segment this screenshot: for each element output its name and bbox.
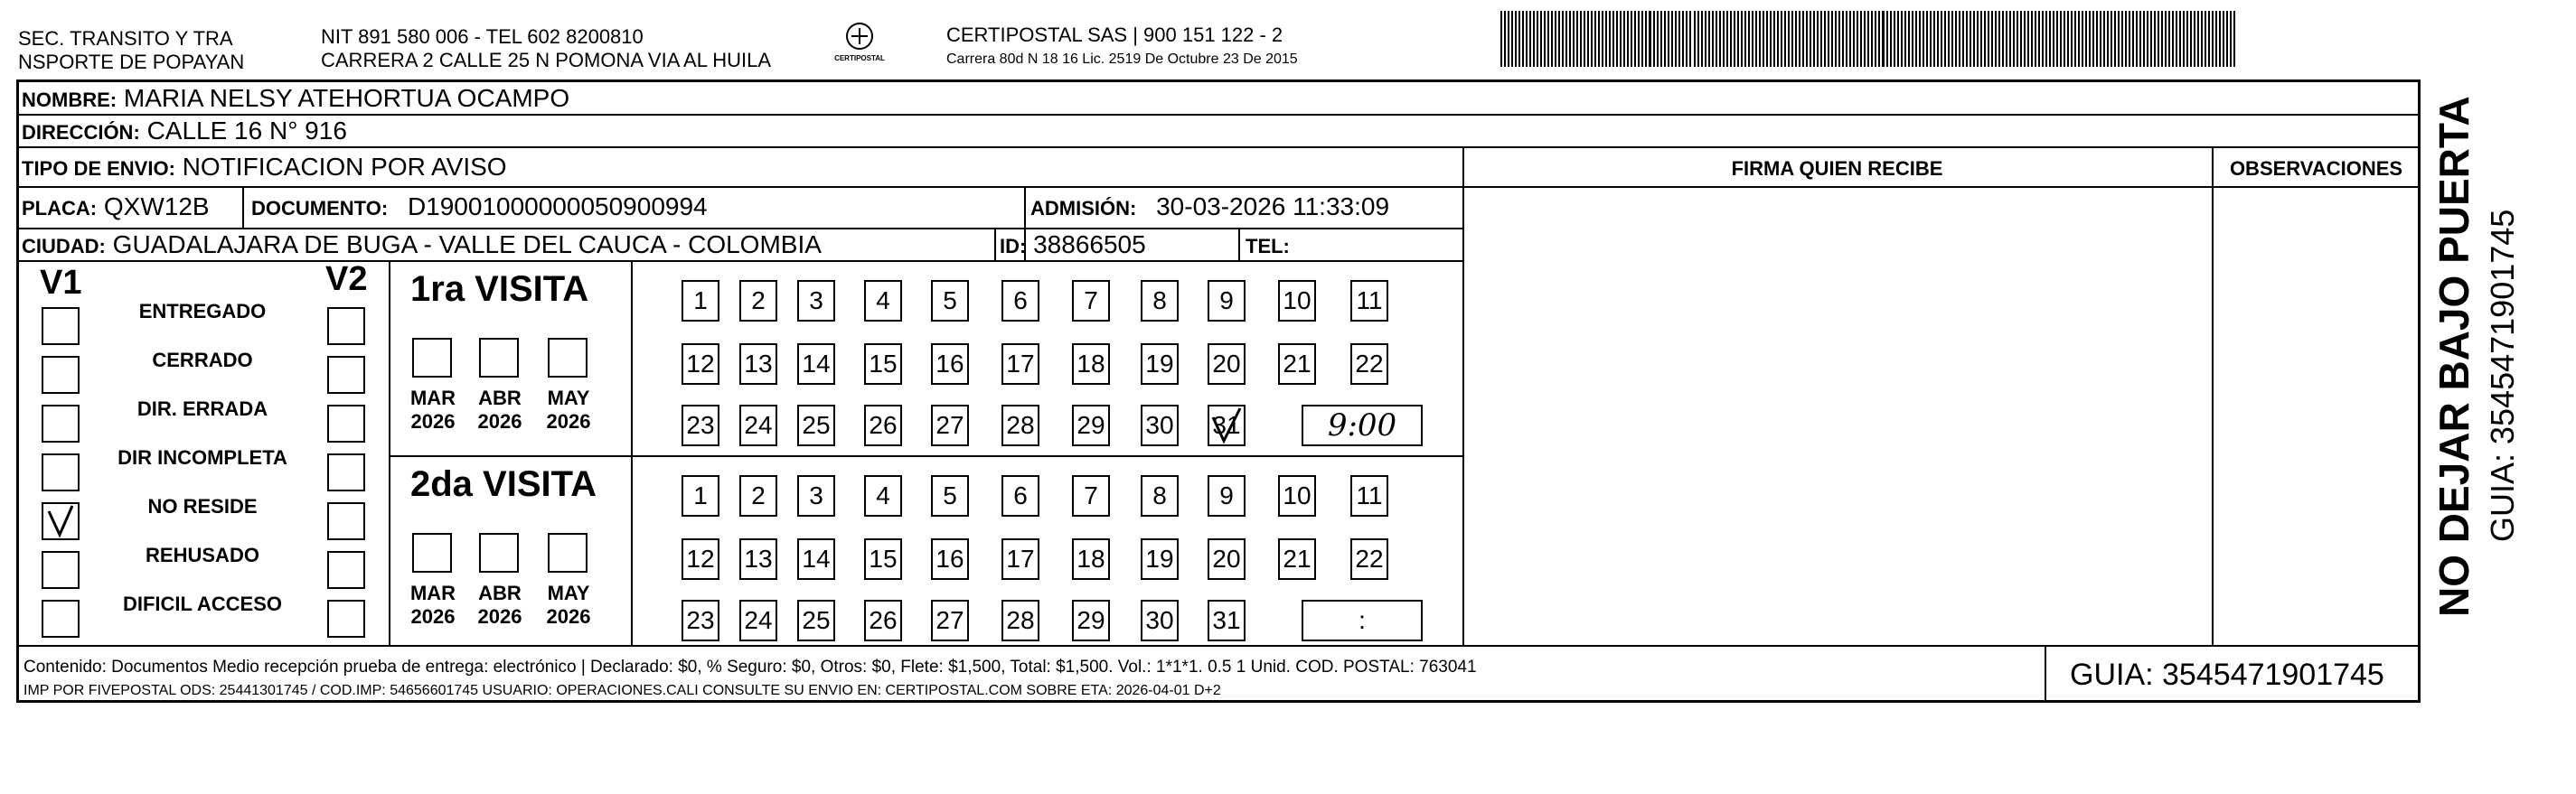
placa-label: PLACA: <box>22 197 98 220</box>
month-checkbox[interactable] <box>412 533 452 573</box>
day-box[interactable]: 22 <box>1350 538 1388 580</box>
placa-row <box>22 191 210 224</box>
v2-label: V2 <box>325 260 368 298</box>
day-box[interactable]: 21 <box>1278 343 1316 385</box>
v2-checkbox[interactable] <box>327 600 365 638</box>
v1-checkbox[interactable] <box>42 551 80 589</box>
barcode <box>1500 11 2242 67</box>
day-box[interactable]: 6 <box>1001 475 1039 517</box>
month-checkbox[interactable] <box>479 533 519 573</box>
check-mark-icon <box>42 502 80 540</box>
sender-details <box>321 25 771 72</box>
month-year <box>468 387 531 434</box>
day-box[interactable]: 23 <box>682 405 719 446</box>
ciudad-value: GUADALAJARA DE BUGA - VALLE DEL CAUCA - COLOMBIA <box>112 230 822 258</box>
direccion-label: DIRECCIÓN: <box>22 121 140 144</box>
visit-2-title: 2da VISITA <box>410 464 597 504</box>
visit-1-time[interactable] <box>1302 405 1423 446</box>
status-label: DIR INCOMPLETA <box>118 446 287 469</box>
day-box[interactable] <box>1208 405 1246 446</box>
visit-2-time[interactable] <box>1302 600 1423 641</box>
v2-checkbox[interactable] <box>327 307 365 345</box>
day-box[interactable]: 2 <box>739 280 777 322</box>
nombre-value: MARIA NELSY ATEHORTUA OCAMPO <box>123 84 570 112</box>
month-label: MAR <box>409 582 456 604</box>
v2-checkbox[interactable] <box>327 405 365 443</box>
day-box[interactable]: 9 <box>1208 475 1246 517</box>
v1-checkbox[interactable] <box>42 356 80 394</box>
day-box[interactable]: 5 <box>931 280 969 322</box>
day-box[interactable]: 7 <box>1072 280 1110 322</box>
day-box[interactable]: 16 <box>931 538 969 580</box>
nit-line: NIT 891 580 006 - TEL 602 8200810 <box>321 25 644 48</box>
month-label: ABR <box>478 387 522 409</box>
sender-line-1: SEC. TRANSITO Y TRA <box>18 27 233 50</box>
id-label: ID: <box>1000 235 1027 257</box>
day-box[interactable]: 18 <box>1072 343 1110 385</box>
month-checkbox[interactable] <box>412 338 452 378</box>
day-box[interactable]: 18 <box>1072 538 1110 580</box>
status-label: ENTREGADO <box>138 300 267 322</box>
year-label: 2026 <box>477 605 522 628</box>
day-box[interactable]: 20 <box>1208 343 1246 385</box>
day-box[interactable]: 14 <box>797 343 835 385</box>
month-checkbox[interactable] <box>548 338 588 378</box>
id-row <box>1000 229 1146 262</box>
day-box[interactable]: 12 <box>682 538 719 580</box>
company-line: CERTIPOSTAL SAS | 900 151 122 - 2 <box>946 23 1283 46</box>
month-checkbox[interactable] <box>479 338 519 378</box>
year-label: 2026 <box>410 410 456 433</box>
footer-line-1: Contenido: Documentos Medio recepción prueba de entrega: electrónico | Declarado: $0, % Seguro: $0, Otros: $0, Flete: $1,500, Total: $1,500. Vol.: 1*1*1. 0.5 1 Unid. COD. POSTAL: 763041 <box>24 658 1477 677</box>
time-value: 9:00 <box>1327 407 1397 444</box>
day-box[interactable]: 9 <box>1208 280 1246 322</box>
year-label: 2026 <box>546 410 591 433</box>
day-box[interactable]: 21 <box>1278 538 1316 580</box>
status-label: DIR. ERRADA <box>136 397 268 420</box>
day-box[interactable]: 8 <box>1141 475 1179 517</box>
firma-header: FIRMA QUIEN RECIBE <box>1731 157 1943 180</box>
v1-checkbox[interactable] <box>42 453 80 491</box>
v2-checkbox[interactable] <box>327 502 365 540</box>
status-label: DIFICIL ACCESO <box>122 593 282 615</box>
id-value: 38866505 <box>1033 230 1146 258</box>
day-box[interactable]: 16 <box>931 343 969 385</box>
day-box[interactable]: 2 <box>739 475 777 517</box>
address-line: CARRERA 2 CALLE 25 N POMONA VIA AL HUILA <box>321 49 772 71</box>
time-value: : <box>1359 606 1366 634</box>
check-mark-icon <box>1208 405 1246 446</box>
day-box[interactable]: 7 <box>1072 475 1110 517</box>
tipo-row <box>22 152 507 184</box>
day-box[interactable]: 22 <box>1350 343 1388 385</box>
day-box[interactable]: 28 <box>1001 600 1039 641</box>
v1-checkbox[interactable] <box>42 502 80 540</box>
v1-checkbox[interactable] <box>42 307 80 345</box>
day-box[interactable]: 4 <box>864 475 902 517</box>
month-label: MAY <box>547 387 590 409</box>
status-label: NO RESIDE <box>147 495 258 518</box>
day-box[interactable]: 12 <box>682 343 719 385</box>
nombre-label: NOMBRE: <box>22 89 118 111</box>
tipo-value: NOTIFICACION POR AVISO <box>182 153 507 181</box>
day-box[interactable]: 27 <box>931 600 969 641</box>
day-box[interactable]: 29 <box>1072 405 1110 446</box>
v1-checkbox[interactable] <box>42 600 80 638</box>
observaciones-header: OBSERVACIONES <box>2229 157 2403 180</box>
year-label: 2026 <box>477 410 522 433</box>
day-box[interactable]: 20 <box>1208 538 1246 580</box>
month-year <box>401 387 465 434</box>
ciudad-label: CIUDAD: <box>22 235 106 257</box>
company-info <box>946 23 1298 69</box>
day-box[interactable]: 31 <box>1208 600 1246 641</box>
documento-row <box>251 191 708 224</box>
placa-value: QXW12B <box>103 192 210 220</box>
day-box[interactable]: 13 <box>739 538 777 580</box>
day-box[interactable]: 4 <box>864 280 902 322</box>
month-year <box>401 582 465 629</box>
day-box[interactable]: 11 <box>1350 280 1388 322</box>
day-box[interactable]: 10 <box>1278 280 1316 322</box>
day-box[interactable]: 5 <box>931 475 969 517</box>
day-box[interactable]: 25 <box>797 405 835 446</box>
documento-value: D19001000000050900994 <box>407 192 708 220</box>
admision-label: ADMISIÓN: <box>1030 197 1137 220</box>
v2-checkbox[interactable] <box>327 356 365 394</box>
day-box[interactable]: 24 <box>739 405 777 446</box>
day-box[interactable]: 28 <box>1001 405 1039 446</box>
day-box[interactable]: 19 <box>1141 538 1179 580</box>
sender-line-2: NSPORTE DE POPAYAN <box>18 51 245 73</box>
tipo-label: TIPO DE ENVIO: <box>22 157 175 180</box>
side-warning: NO DEJAR BAJO PUERTA <box>2430 96 2477 617</box>
day-box[interactable]: 11 <box>1350 475 1388 517</box>
day-box[interactable]: 1 <box>682 475 719 517</box>
footer-guia: GUIA: 3545471901745 <box>2070 658 2384 692</box>
v1-checkbox[interactable] <box>42 405 80 443</box>
status-label: CERRADO <box>152 349 253 371</box>
visit-1-title: 1ra VISITA <box>410 269 589 309</box>
tel-label: TEL: <box>1246 235 1290 257</box>
v1-label: V1 <box>40 264 82 302</box>
direccion-row <box>22 116 347 148</box>
day-box[interactable]: 17 <box>1001 538 1039 580</box>
day-box[interactable]: 17 <box>1001 343 1039 385</box>
day-box[interactable]: 3 <box>797 475 835 517</box>
day-box[interactable]: 6 <box>1001 280 1039 322</box>
company-address: Carrera 80d N 18 16 Lic. 2519 De Octubre 23 De 2015 <box>946 51 1298 67</box>
sender-name <box>18 27 244 74</box>
nombre-row <box>22 83 569 116</box>
month-label: MAY <box>547 582 590 604</box>
admision-row <box>1030 191 1389 224</box>
day-label: 31 <box>1212 411 1241 439</box>
day-box[interactable]: 8 <box>1141 280 1179 322</box>
day-box[interactable]: 1 <box>682 280 719 322</box>
year-label: 2026 <box>546 605 591 628</box>
day-box[interactable]: 29 <box>1072 600 1110 641</box>
day-box[interactable]: 26 <box>864 405 902 446</box>
direccion-value: CALLE 16 N° 916 <box>146 117 347 145</box>
admision-value: 30-03-2026 11:33:09 <box>1156 192 1390 220</box>
month-year <box>468 582 531 629</box>
side-guia: GUIA: 3545471901745 <box>2484 209 2521 542</box>
day-box[interactable]: 30 <box>1141 600 1179 641</box>
month-year <box>537 582 600 629</box>
documento-label: DOCUMENTO: <box>251 197 389 220</box>
day-box[interactable]: 10 <box>1278 475 1316 517</box>
day-box[interactable]: 3 <box>797 280 835 322</box>
tel-row <box>1246 229 1290 262</box>
month-label: ABR <box>478 582 522 604</box>
v2-checkbox[interactable] <box>327 453 365 491</box>
day-box[interactable]: 19 <box>1141 343 1179 385</box>
certipostal-logo <box>832 18 888 70</box>
month-label: MAR <box>409 387 456 409</box>
day-box[interactable]: 13 <box>739 343 777 385</box>
logo-text: CERTIPOSTAL <box>834 54 885 62</box>
day-box[interactable]: 14 <box>797 538 835 580</box>
day-box[interactable]: 23 <box>682 600 719 641</box>
year-label: 2026 <box>410 605 456 628</box>
day-box[interactable]: 25 <box>797 600 835 641</box>
day-box[interactable]: 15 <box>864 343 902 385</box>
month-year <box>537 387 600 434</box>
status-label: REHUSADO <box>146 544 259 566</box>
day-box[interactable]: 15 <box>864 538 902 580</box>
day-box[interactable]: 30 <box>1141 405 1179 446</box>
month-checkbox[interactable] <box>548 533 588 573</box>
day-box[interactable]: 26 <box>864 600 902 641</box>
ciudad-row <box>22 229 822 262</box>
v2-checkbox[interactable] <box>327 551 365 589</box>
footer-line-2: IMP POR FIVEPOSTAL ODS: 25441301745 / COD.IMP: 54656601745 USUARIO: OPERACIONES.CALI CONSULTE SU ENVIO EN: CERTIPOSTAL.COM SOBRE ETA: 2026-04-01 D+2 <box>24 683 1221 698</box>
day-box[interactable]: 24 <box>739 600 777 641</box>
day-box[interactable]: 27 <box>931 405 969 446</box>
